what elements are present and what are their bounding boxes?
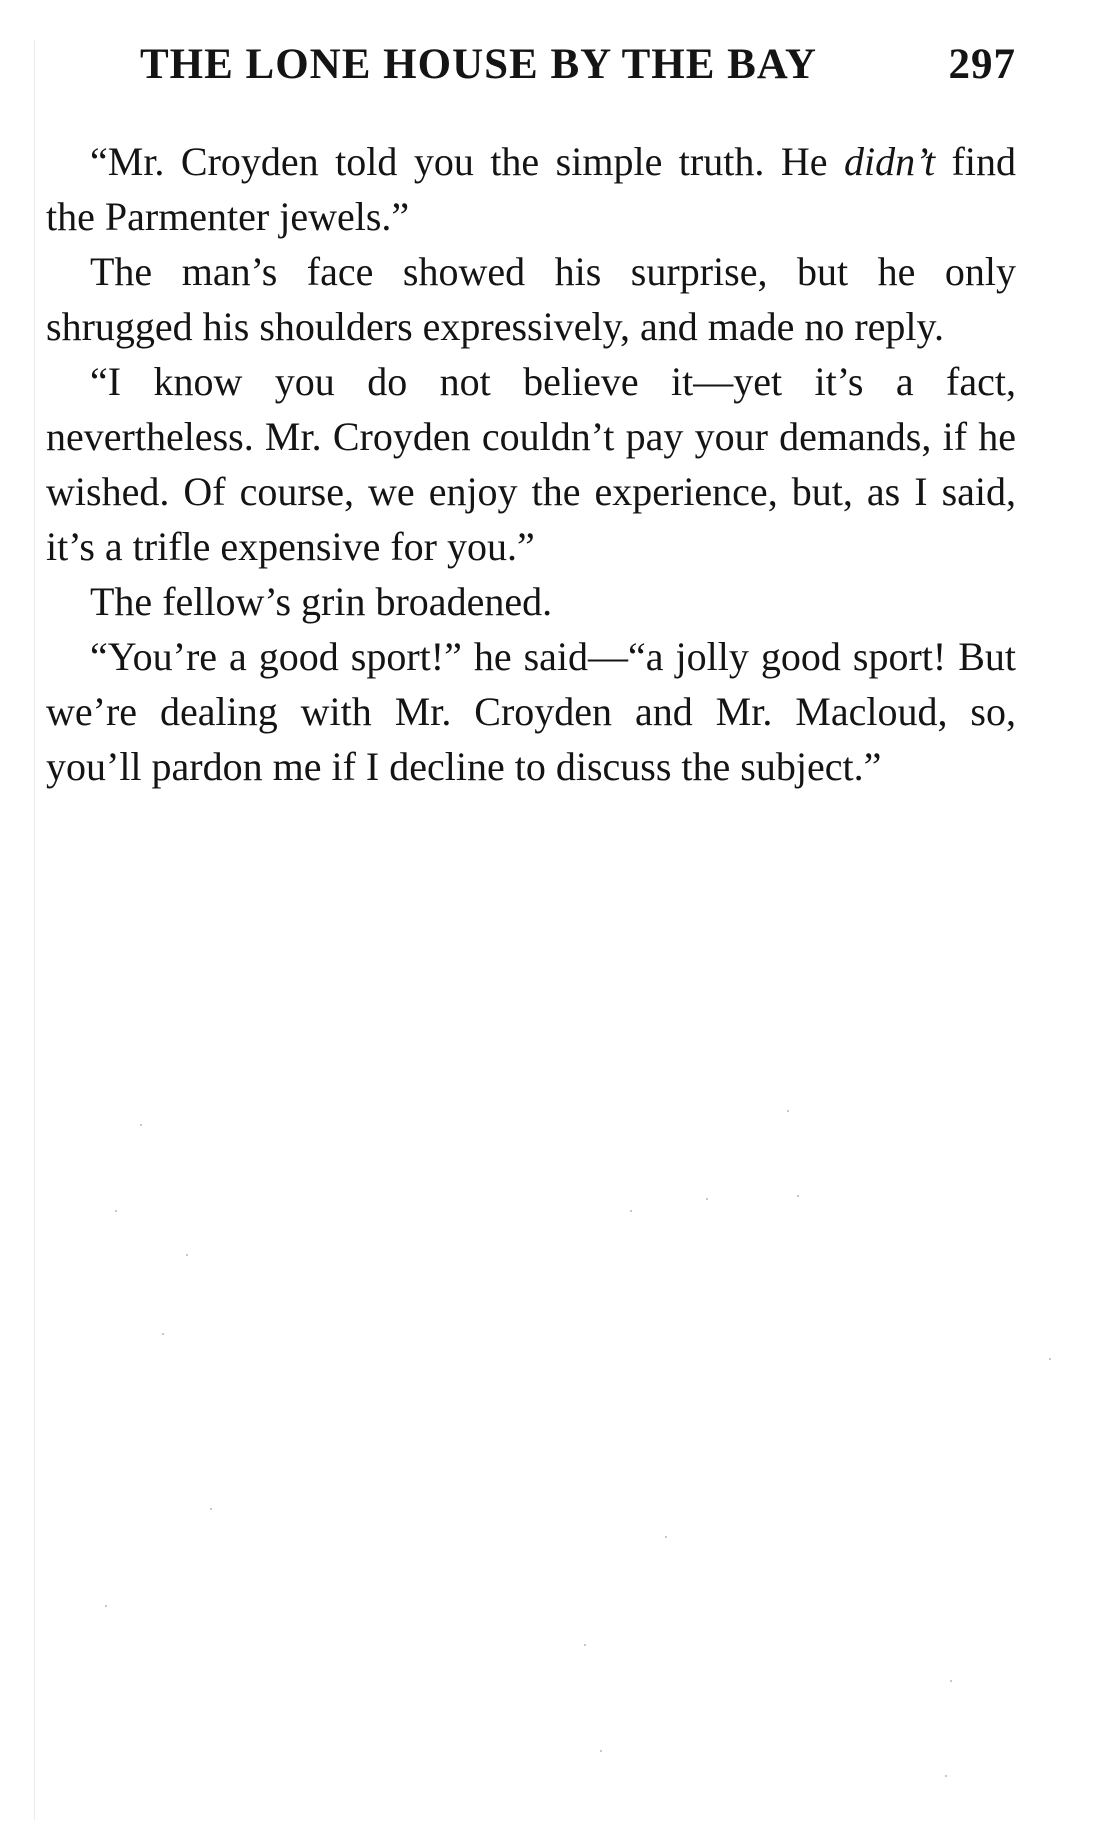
scan-speck	[1049, 1358, 1051, 1360]
scan-speck	[105, 1605, 107, 1607]
paragraph-3: “I know you do not believe it—yet it’s a fact, nevertheless. Mr. Croyden couldn’t pay your demands, if he wished. Of course, we enjoy the experience, but, as I said, it’s a trifle expensive for you.”	[46, 359, 1016, 569]
scan-speck	[797, 1195, 799, 1197]
paragraph-2: The man’s face showed his surprise, but he only shrugged his shoulders expressively, and made no reply.	[46, 249, 1016, 349]
paragraph-1: “Mr. Croyden told you the simple truth. He didn’t find the Parmenter jewels.”	[46, 139, 1016, 239]
scan-speck	[140, 1124, 142, 1126]
scan-speck	[630, 1210, 632, 1212]
scan-speck	[950, 1680, 952, 1682]
running-header	[140, 40, 1016, 90]
page-number: 297	[948, 41, 1016, 88]
scan-speck	[787, 1110, 789, 1112]
page-gutter-line	[34, 40, 35, 1820]
scan-speck	[162, 1333, 164, 1335]
scan-speck	[945, 1775, 947, 1777]
emphasized-word: didn’t	[843, 139, 936, 184]
paragraph-4: The fellow’s grin broadened.	[90, 579, 553, 624]
scan-speck	[706, 1198, 708, 1200]
scan-speck	[665, 1536, 667, 1538]
paragraph-5: “You’re a good sport!” he said—“a jolly good sport! But we’re dealing with Mr. Croyden and Mr. Macloud, so, you’ll pardon me if I decline to discuss the subject.”	[46, 634, 1016, 789]
body-text	[46, 134, 1016, 794]
running-title: THE LONE HOUSE BY THE BAY	[140, 41, 817, 88]
scan-speck	[600, 1750, 602, 1752]
scan-speck	[584, 1644, 586, 1646]
scan-speck	[210, 1508, 212, 1510]
scan-speck	[115, 1210, 117, 1212]
scan-speck	[186, 1254, 188, 1256]
